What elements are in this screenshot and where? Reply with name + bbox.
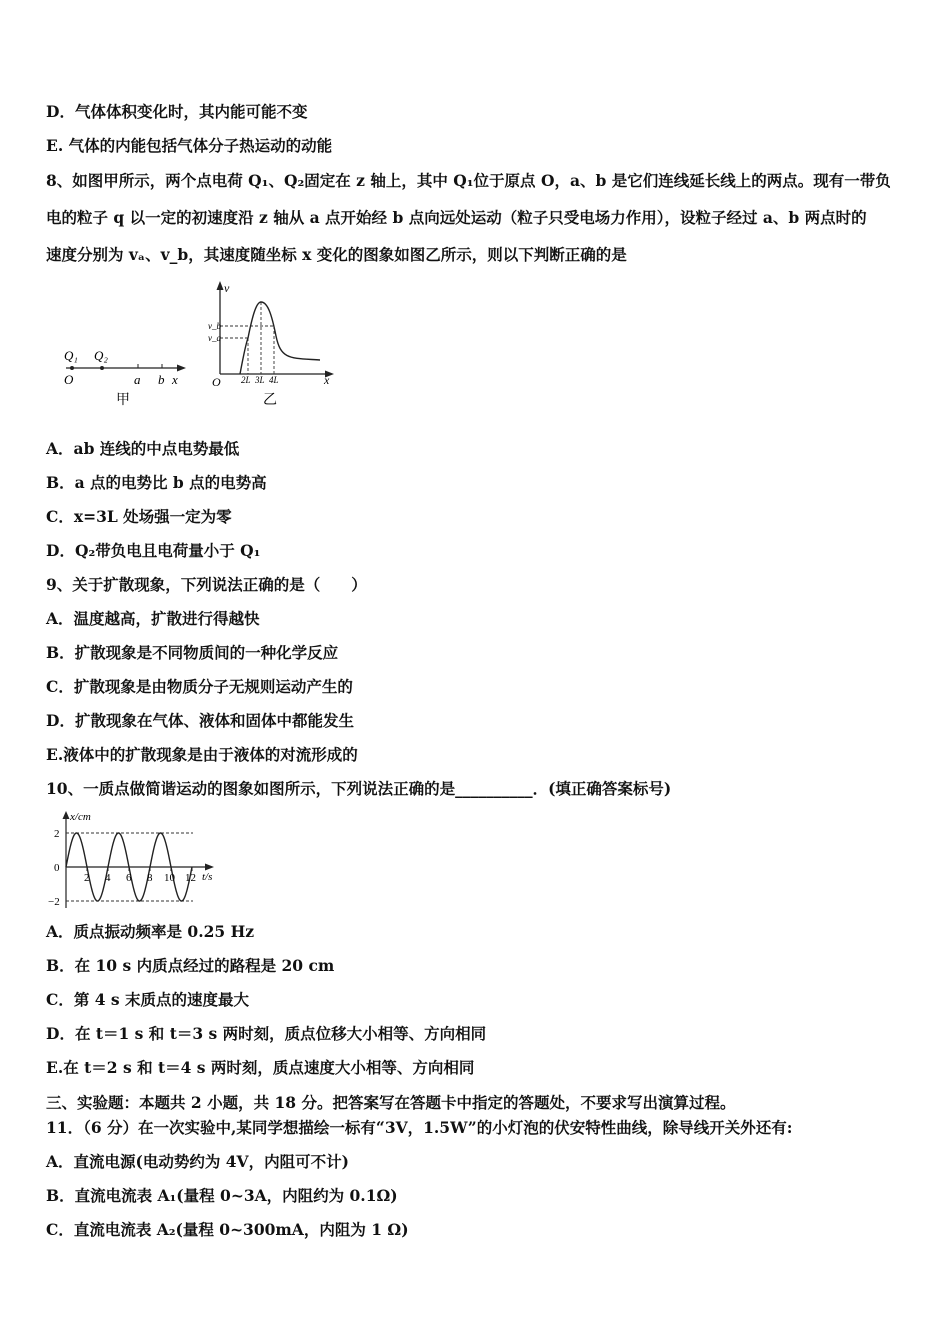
- question-10-option-b: B．在 10 s 内质点经过的路程是 20 cm: [46, 956, 335, 975]
- question-11-option-b: B．直流电流表 A₁(量程 0~3A，内阻约为 0.1Ω): [46, 1186, 398, 1205]
- label-x: x: [172, 372, 178, 387]
- label-origin: O: [64, 372, 74, 387]
- question-11-option-c: C．直流电流表 A₂(量程 0~300mA，内阻为 1 Ω): [46, 1220, 409, 1239]
- label-v-axis: v: [224, 281, 230, 295]
- label-vb: v_b: [208, 321, 221, 331]
- label-ylabel: x/cm: [70, 811, 91, 823]
- option-e-gas: E. 气体的内能包括气体分子热运动的动能: [46, 136, 333, 155]
- label-y-pos: 2: [54, 828, 60, 840]
- label-q1: Q₁: [64, 348, 78, 363]
- shm-x-tick-label: 6: [126, 872, 132, 884]
- label-b: b: [158, 372, 165, 387]
- question-10-option-a: A．质点振动频率是 0.25 Hz: [46, 922, 255, 941]
- shm-x-tick-label: 4: [105, 872, 111, 884]
- section-3-heading: 三、实验题：本题共 2 小题，共 18 分。把答案写在答题卡中指定的答题处，不要求写出演算过程。: [46, 1093, 736, 1112]
- figure-q10-shm: [48, 808, 228, 913]
- shm-x-tick-label: 12: [185, 872, 196, 884]
- label-x-yi: x: [324, 373, 330, 387]
- option-d-gas: D．气体体积变化时，其内能可能不变: [46, 102, 308, 121]
- question-8-option-a: A．ab 连线的中点电势最低: [46, 439, 240, 458]
- question-11-option-a: A．直流电源(电动势约为 4V，内阻可不计): [46, 1152, 349, 1171]
- question-10-option-e: E.在 t＝2 s 和 t＝4 s 两时刻，质点速度大小相等、方向相同: [46, 1058, 475, 1077]
- label-origin-yi: O: [212, 375, 221, 389]
- shm-x-tick-label: 10: [164, 872, 175, 884]
- label-2l: 2L: [241, 375, 251, 385]
- caption-jia: 甲: [116, 393, 130, 408]
- question-9-option-c: C．扩散现象是由物质分子无规则运动产生的: [46, 677, 353, 696]
- label-y-zero: 0: [54, 862, 60, 874]
- label-xlabel: t/s: [202, 871, 213, 883]
- label-y-neg: −2: [48, 896, 60, 908]
- question-8-option-b: B．a 点的电势比 b 点的电势高: [46, 473, 267, 492]
- figure-yi: [208, 281, 334, 408]
- question-9-option-e: E.液体中的扩散现象是由于液体的对流形成的: [46, 745, 358, 764]
- question-8-line1: 8、如图甲所示，两个点电荷 Q₁、Q₂固定在 z 轴上，其中 Q₁位于原点 O，a、b 是它们连线延长线上的两点。现有一带负: [46, 171, 891, 190]
- question-8-option-d: D．Q₂带负电且电荷量小于 Q₁: [46, 541, 261, 560]
- shm-x-ticks: [84, 867, 196, 884]
- question-9-option-d: D．扩散现象在气体、液体和固体中都能发生: [46, 711, 354, 730]
- question-9-option-a: A．温度越高，扩散进行得越快: [46, 609, 260, 628]
- question-10-option-c: C．第 4 s 末质点的速度最大: [46, 990, 250, 1009]
- question-8-line2: 电的粒子 q 以一定的初速度沿 z 轴从 a 点开始经 b 点向远处运动（粒子只受电场力作用），设粒子经过 a、b 两点时的: [46, 208, 867, 227]
- question-10-option-d: D．在 t＝1 s 和 t＝3 s 两时刻，质点位移大小相等、方向相同: [46, 1024, 487, 1043]
- question-10: 10、一质点做简谐运动的图象如图所示，下列说法正确的是__________．(填正确答案标号): [46, 779, 672, 798]
- shm-x-tick-label: 2: [84, 872, 90, 884]
- figure-jia: [64, 348, 186, 408]
- caption-yi: 乙: [263, 393, 277, 408]
- question-9: 9、关于扩散现象，下列说法正确的是（ ）: [46, 575, 367, 594]
- shm-x-tick-label: 8: [147, 872, 153, 884]
- label-a: a: [134, 372, 141, 387]
- question-8-option-c: C．x=3L 处场强一定为零: [46, 507, 232, 526]
- label-q2: Q₂: [94, 348, 108, 363]
- label-va: v_a: [208, 333, 221, 343]
- question-8-line3: 速度分别为 vₐ、v_b，其速度随坐标 x 变化的图象如图乙所示，则以下判断正确的是: [46, 245, 627, 264]
- question-11: 11．（6 分）在一次实验中,某同学想描绘一标有“3V，1.5W”的小灯泡的伏安特性曲线，除导线开关外还有:: [46, 1118, 793, 1137]
- question-9-option-b: B．扩散现象是不同物质间的一种化学反应: [46, 643, 339, 662]
- figure-q8: [50, 278, 360, 418]
- label-3l: 3L: [255, 375, 265, 385]
- label-4l: 4L: [269, 375, 279, 385]
